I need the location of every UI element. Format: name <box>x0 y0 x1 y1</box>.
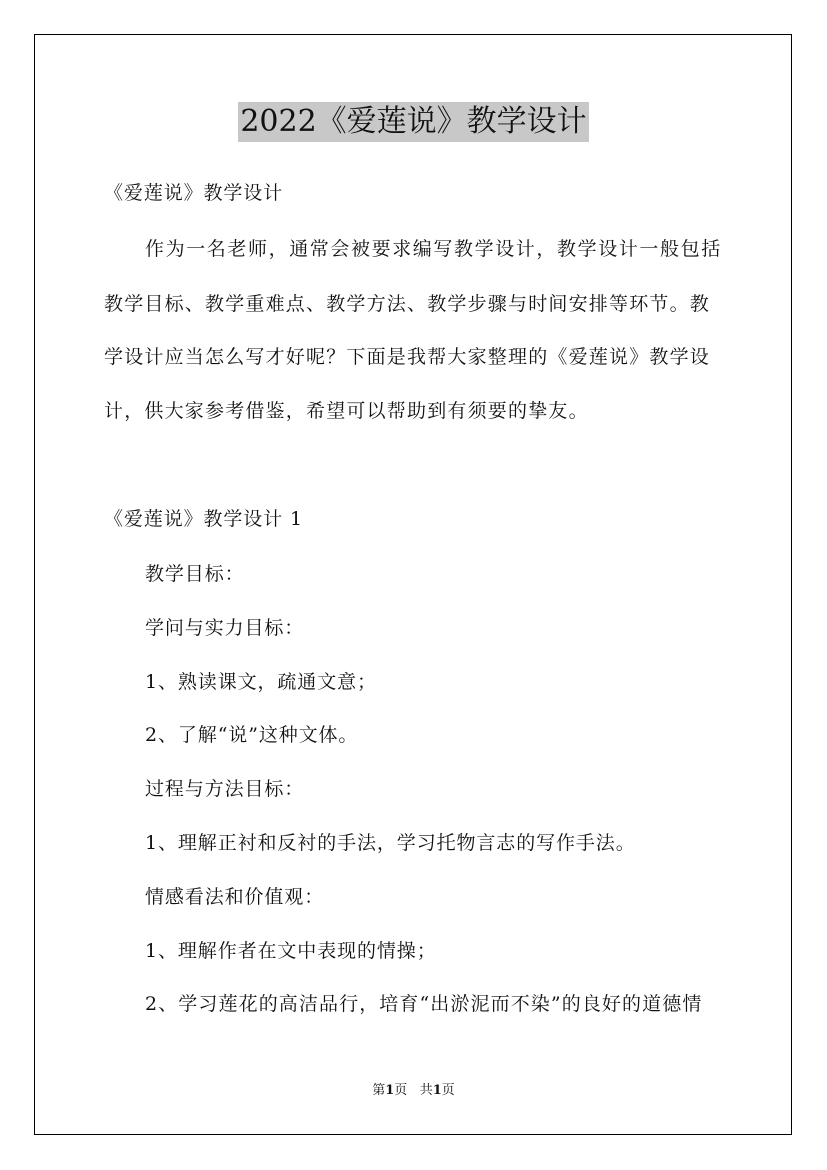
footer-page-num: 1 <box>385 1083 395 1098</box>
document-title: 2022《爱莲说》教学设计 <box>238 102 588 142</box>
list-item: 1、理解正衬和反衬的手法，学习托物言志的写作手法。 <box>145 832 636 854</box>
footer-page-unit: 页 <box>394 1083 408 1098</box>
page-footer <box>0 1082 827 1100</box>
list-item: 学问与实力目标： <box>145 617 305 639</box>
list-item: 1、理解作者在文中表现的情操； <box>145 940 437 962</box>
section-heading: 《爱莲说》教学设计 1 <box>104 508 304 530</box>
list-item: 过程与方法目标： <box>145 778 305 800</box>
intro-line-4: 计，供大家参考借鉴，希望可以帮助到有须要的挚友。 <box>104 400 589 422</box>
footer-total-label: 共 <box>419 1083 433 1098</box>
list-item: 教学目标： <box>145 563 245 585</box>
footer-page-label: 第 <box>372 1083 386 1098</box>
list-item: 2、了解“说”这种文体。 <box>145 724 359 746</box>
intro-line-3: 学设计应当怎么写才好呢？下面是我帮大家整理的《爱莲说》教学设 <box>104 346 711 368</box>
footer-total-unit: 页 <box>441 1083 455 1098</box>
title-wrap <box>0 102 827 142</box>
footer-total-num: 1 <box>432 1083 442 1098</box>
list-item: 2、学习莲花的高洁品行，培育“出淤泥而不染”的良好的道德情 <box>145 993 703 1015</box>
list-item: 情感看法和价值观： <box>145 886 325 908</box>
intro-line-2: 教学目标、教学重难点、教学方法、教学步骤与时间安排等环节。教 <box>104 293 711 315</box>
intro-line-1: 作为一名老师，通常会被要求编写教学设计，教学设计一般包括 <box>145 238 722 260</box>
list-item: 1、熟读课文，疏通文意； <box>145 671 377 693</box>
document-subtitle: 《爱莲说》教学设计 <box>104 182 284 204</box>
